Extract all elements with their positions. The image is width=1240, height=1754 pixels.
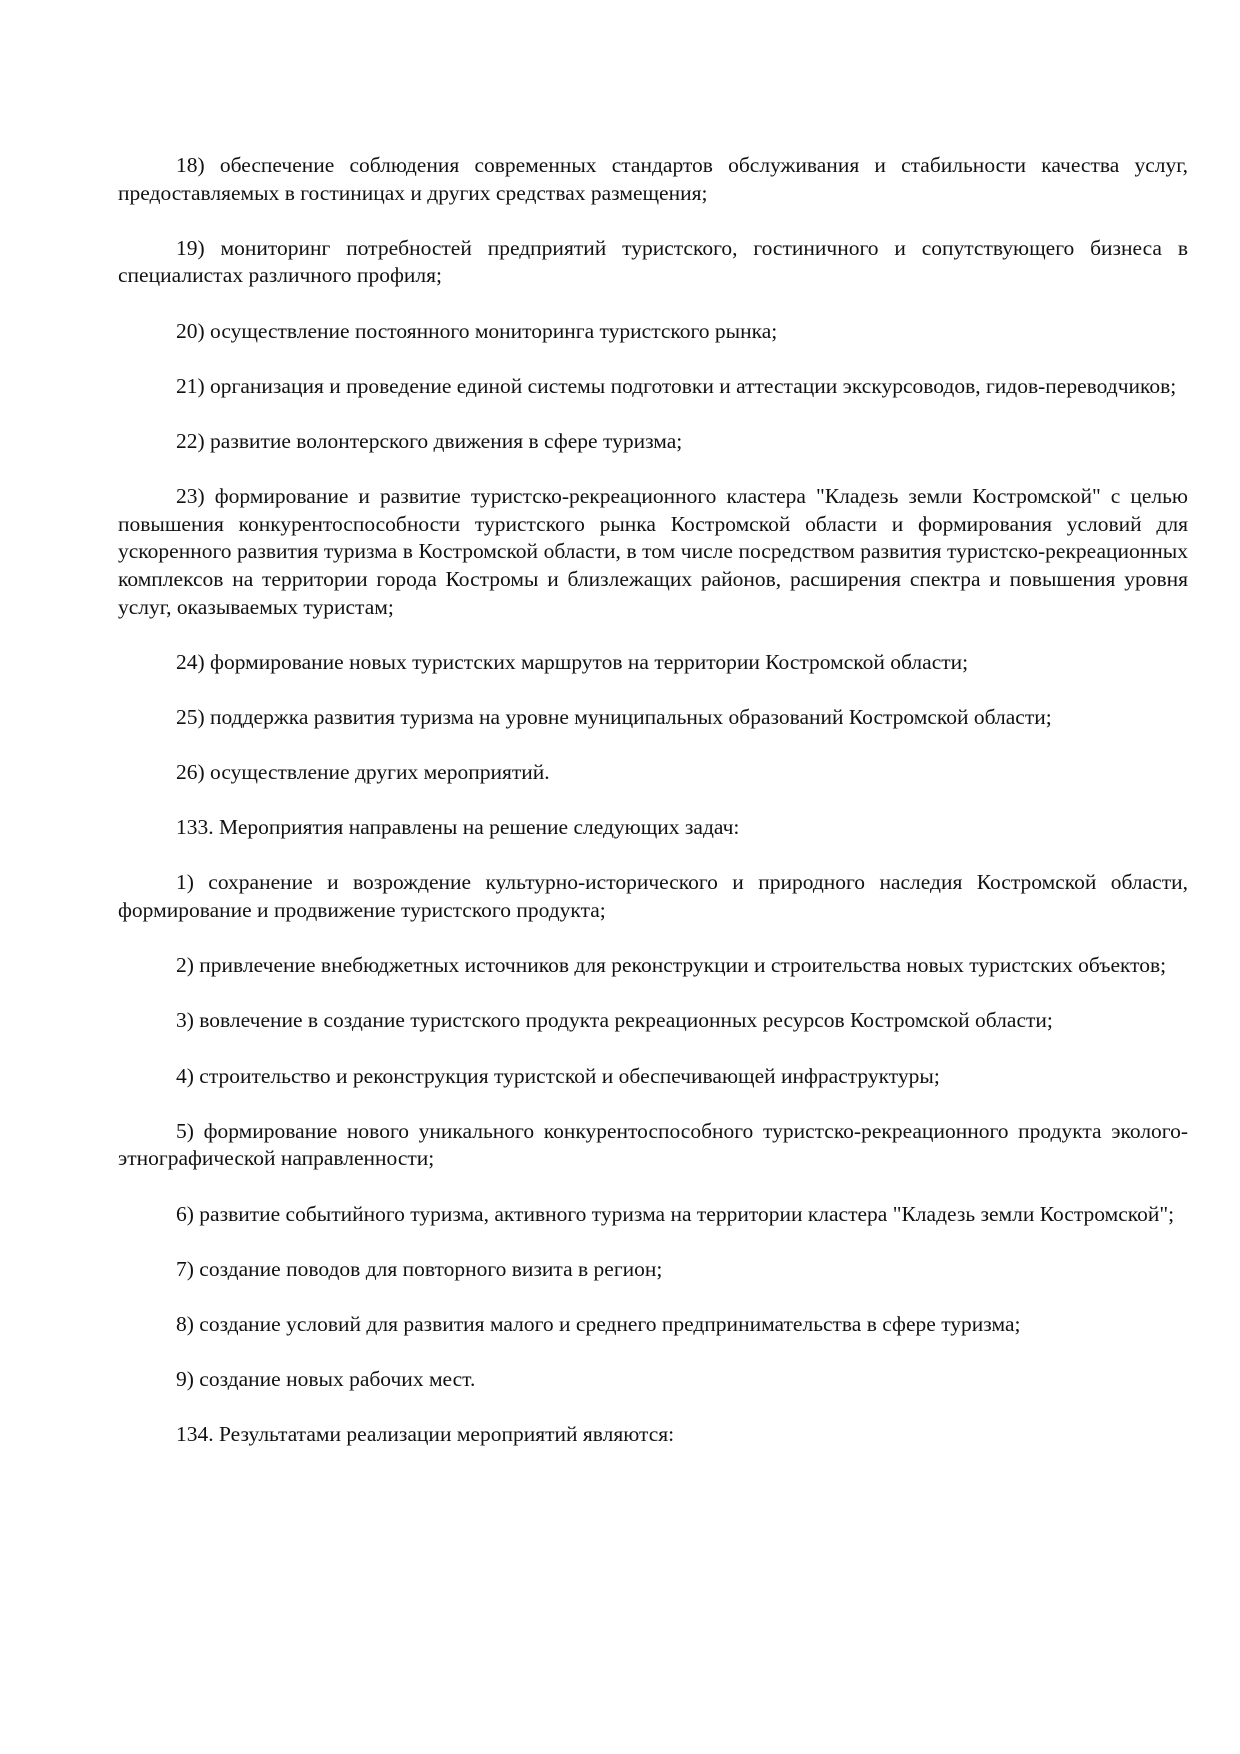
task-item-9: 9) создание новых рабочих мест.	[176, 1367, 476, 1392]
paragraph-item-23: 23) формирование и развитие туристско-рекреационного кластера "Кладезь земли Костромской" с целью повышения конкурентоспособности туристского рынка Костромской области и формирования условий для ускоренного развития туризма в Костромской области, в том числе посредством развития туристско-рекреационных комплексов на территории города Костромы и близлежащих районов, расширения спектра и повышения уровня услуг, оказываемых туристам;	[118, 484, 1188, 619]
task-item-6: 6) развитие событийного туризма, активного туризма на территории кластера "Кладезь земли Костромской";	[176, 1201, 1175, 1226]
task-item-3: 3) вовлечение в создание туристского продукта рекреационных ресурсов Костромской области;	[176, 1008, 1053, 1033]
paragraph-item-19: 19) мониторинг потребностей предприятий туристского, гостиничного и сопутствующего бизнеса в специалистах различного профиля;	[118, 235, 1188, 288]
paragraph-item-24: 24) формирование новых туристских маршрутов на территории Костромской области;	[176, 649, 969, 674]
document-page	[118, 152, 1188, 1477]
paragraph-item-21: 21) организация и проведение единой системы подготовки и аттестации экскурсоводов, гидов-переводчиков;	[176, 373, 1177, 398]
task-item-7: 7) создание поводов для повторного визита в регион;	[176, 1256, 663, 1281]
task-item-2: 2) привлечение внебюджетных источников для реконструкции и строительства новых туристских объектов;	[176, 953, 1167, 978]
task-item-1: 1) сохранение и возрождение культурно-исторического и природного наследия Костромской области, формирование и продвижение туристского продукта;	[118, 870, 1188, 923]
task-item-8: 8) создание условий для развития малого и среднего предпринимательства в сфере туризма;	[176, 1311, 1021, 1336]
section-133-heading: 133. Мероприятия направлены на решение следующих задач:	[176, 815, 740, 840]
paragraph-item-22: 22) развитие волонтерского движения в сфере туризма;	[176, 428, 683, 453]
paragraph-item-25: 25) поддержка развития туризма на уровне муниципальных образований Костромской области;	[176, 704, 1052, 729]
task-item-5: 5) формирование нового уникального конкурентоспособного туристско-рекреационного продукта эколого-этнографической направленности;	[118, 1118, 1188, 1171]
paragraph-item-18: 18) обеспечение соблюдения современных стандартов обслуживания и стабильности качества услуг, предоставляемых в гостиницах и других средствах размещения;	[118, 153, 1188, 205]
section-134-heading: 134. Результатами реализации мероприятий являются:	[176, 1422, 675, 1447]
paragraph-item-26: 26) осуществление других мероприятий.	[176, 760, 550, 785]
task-item-4: 4) строительство и реконструкция туристской и обеспечивающей инфраструктуры;	[176, 1063, 940, 1088]
paragraph-item-20: 20) осуществление постоянного мониторинга туристского рынка;	[176, 318, 778, 343]
